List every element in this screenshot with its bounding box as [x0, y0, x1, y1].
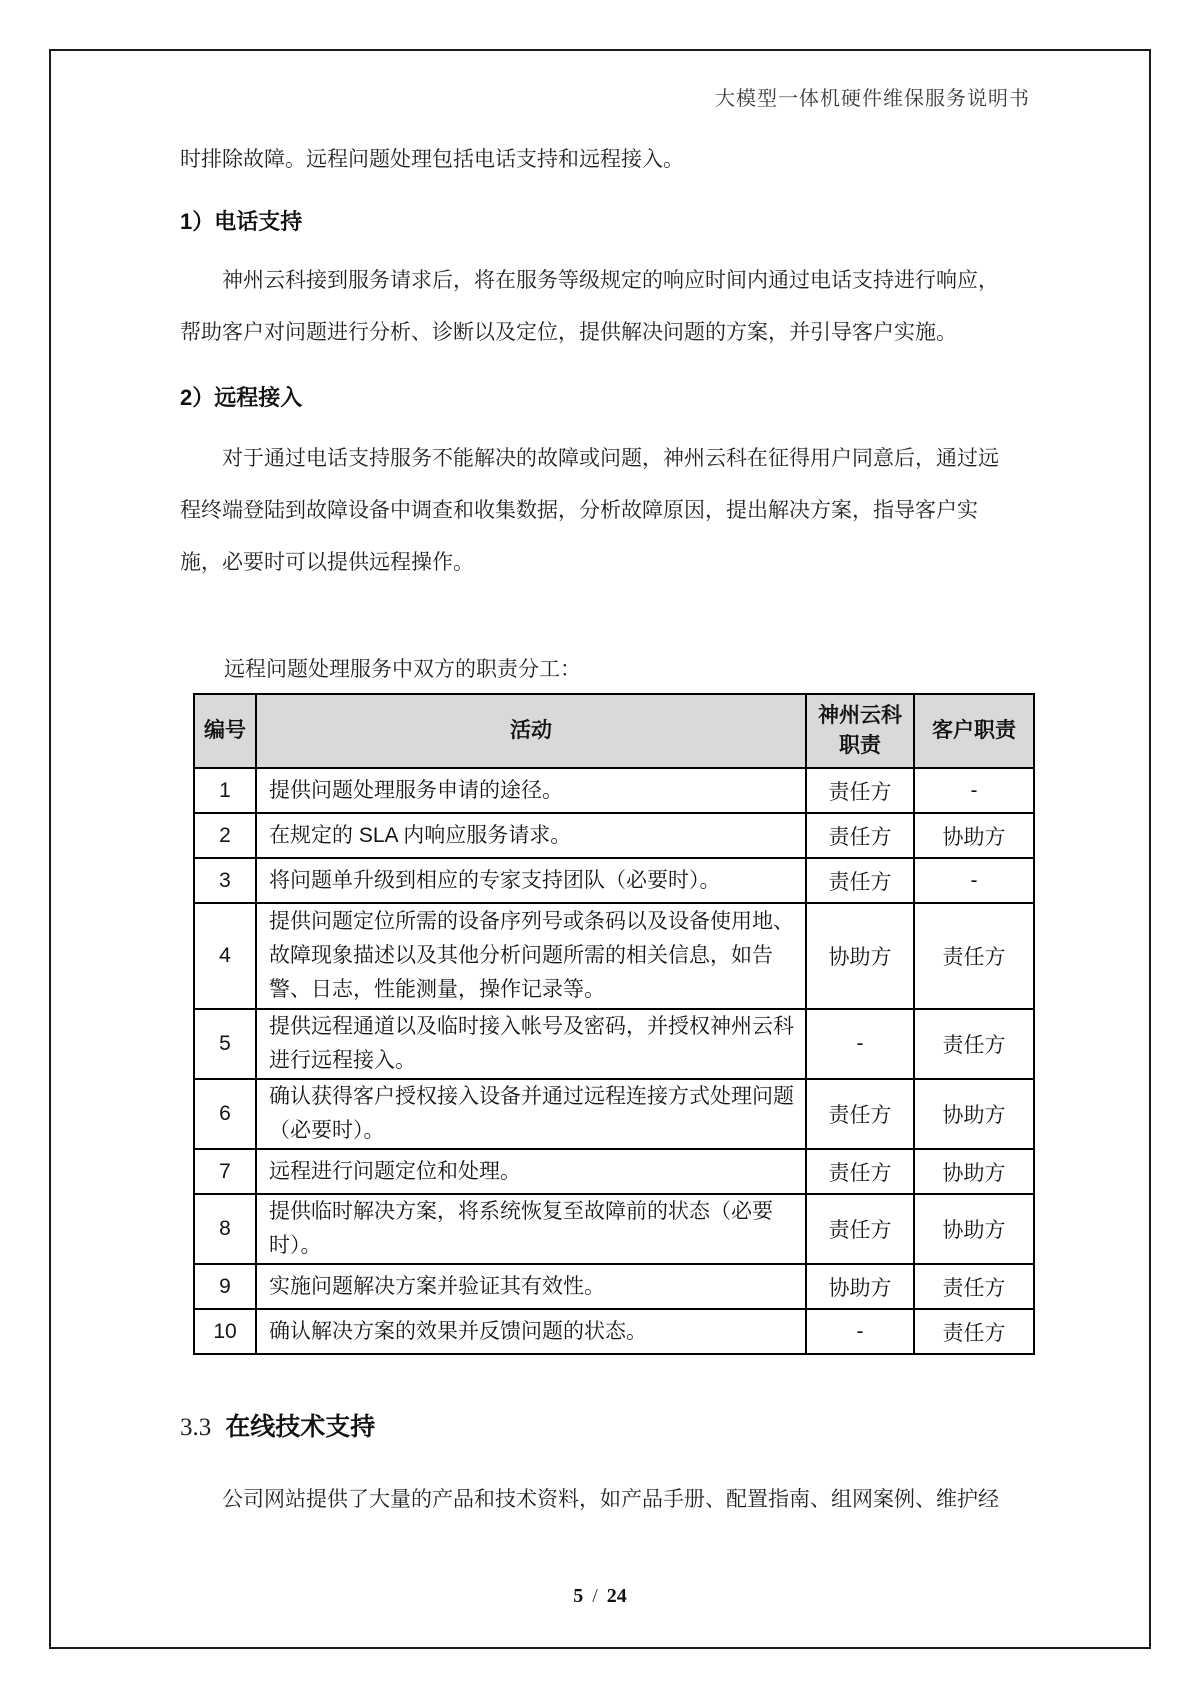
section-title: 在线技术支持 [225, 1413, 376, 1441]
cell-vendor-role: 责任方 [806, 768, 914, 813]
column-header-no: 编号 [194, 694, 256, 768]
cell-activity: 提供远程通道以及临时接入帐号及密码，并授权神州云科 进行远程接入。 [256, 1009, 806, 1079]
cell-no: 7 [194, 1149, 256, 1194]
responsibility-table [193, 693, 1035, 1355]
cell-customer-role: 责任方 [914, 1264, 1034, 1309]
cell-activity: 提供问题定位所需的设备序列号或条码以及设备使用地、 故障现象描述以及其他分析问题所需的相关信息，如告 警、日志，性能测量，操作记录等。 [256, 903, 806, 1009]
cell-no: 2 [194, 813, 256, 858]
page-number [0, 1585, 1200, 1608]
table-row [194, 1149, 1034, 1194]
cell-customer-role: - [914, 858, 1034, 903]
cell-vendor-role: 协助方 [806, 1264, 914, 1309]
page-number-separator: / [592, 1585, 598, 1607]
paragraph-line: 施，必要时可以提供远程操作。 [180, 551, 474, 574]
table-row [194, 1309, 1034, 1354]
table-header-row [194, 694, 1034, 768]
section-3-3-heading [180, 1409, 1032, 1445]
cell-vendor-role: - [806, 1009, 914, 1079]
cell-customer-role: 协助方 [914, 1079, 1034, 1149]
cell-customer-role: 责任方 [914, 903, 1034, 1009]
section-number: 3.3 [180, 1414, 212, 1441]
table-row [194, 858, 1034, 903]
table-row [194, 1264, 1034, 1309]
intro-paragraph: 时排除故障。远程问题处理包括电话支持和远程接入。 [180, 148, 684, 171]
paragraph-remote-access [180, 444, 1032, 600]
paragraph-line: 帮助客户对问题进行分析、诊断以及定位，提供解决问题的方案，并引导客户实施。 [180, 321, 957, 344]
paragraph-line: 程终端登陆到故障设备中调查和收集数据，分析故障原因，提出解决方案，指导客户实 [180, 499, 978, 522]
cell-no: 4 [194, 903, 256, 1009]
table-row [194, 1009, 1034, 1079]
paragraph-line: 对于通过电话支持服务不能解决的故障或问题，神州云科在征得用户同意后，通过远 [222, 447, 999, 470]
cell-activity: 提供临时解决方案，将系统恢复至故障前的状态（必要 时）。 [256, 1194, 806, 1264]
cell-vendor-role: 责任方 [806, 1194, 914, 1264]
cell-customer-role: 责任方 [914, 1309, 1034, 1354]
cell-activity: 远程进行问题定位和处理。 [256, 1149, 806, 1194]
cell-no: 1 [194, 768, 256, 813]
cell-customer-role: 协助方 [914, 1194, 1034, 1264]
paragraph-line: 神州云科接到服务请求后，将在服务等级规定的响应时间内通过电话支持进行响应， [222, 269, 999, 292]
cell-activity: 确认解决方案的效果并反馈问题的状态。 [256, 1309, 806, 1354]
table-row [194, 903, 1034, 1009]
column-header-vendor-role: 神州云科 职责 [806, 694, 914, 768]
column-header-activity: 活动 [256, 694, 806, 768]
cell-no: 10 [194, 1309, 256, 1354]
document-header-title: 大模型一体机硬件维保服务说明书 [715, 88, 1030, 110]
table-row [194, 813, 1034, 858]
cell-no: 9 [194, 1264, 256, 1309]
paragraph-online-support: 公司网站提供了大量的产品和技术资料，如产品手册、配置指南、组网案例、维护经 [222, 1488, 999, 1511]
cell-vendor-role: 责任方 [806, 813, 914, 858]
heading-phone-support: 1）电话支持 [180, 209, 303, 234]
paragraph-phone-support [180, 266, 1032, 370]
cell-activity: 在规定的 SLA 内响应服务请求。 [256, 813, 806, 858]
cell-activity: 提供问题处理服务申请的途径。 [256, 768, 806, 813]
table-caption: 远程问题处理服务中双方的职责分工： [224, 658, 581, 681]
cell-customer-role: 协助方 [914, 1149, 1034, 1194]
table-row [194, 768, 1034, 813]
cell-customer-role: 责任方 [914, 1009, 1034, 1079]
cell-customer-role: 协助方 [914, 813, 1034, 858]
cell-no: 8 [194, 1194, 256, 1264]
cell-activity: 将问题单升级到相应的专家支持团队（必要时）。 [256, 858, 806, 903]
cell-activity: 实施问题解决方案并验证其有效性。 [256, 1264, 806, 1309]
page-content [180, 145, 1032, 1515]
heading-remote-access: 2）远程接入 [180, 385, 303, 410]
cell-no: 6 [194, 1079, 256, 1149]
cell-vendor-role: 责任方 [806, 1079, 914, 1149]
cell-vendor-role: 协助方 [806, 903, 914, 1009]
total-page-count: 24 [606, 1585, 627, 1607]
cell-no: 5 [194, 1009, 256, 1079]
current-page-number: 5 [573, 1585, 584, 1607]
cell-vendor-role: - [806, 1309, 914, 1354]
cell-activity: 确认获得客户授权接入设备并通过远程连接方式处理问题 （必要时）。 [256, 1079, 806, 1149]
column-header-customer-role: 客户职责 [914, 694, 1034, 768]
table-row [194, 1194, 1034, 1264]
table-row [194, 1079, 1034, 1149]
cell-customer-role: - [914, 768, 1034, 813]
cell-vendor-role: 责任方 [806, 858, 914, 903]
cell-vendor-role: 责任方 [806, 1149, 914, 1194]
cell-no: 3 [194, 858, 256, 903]
